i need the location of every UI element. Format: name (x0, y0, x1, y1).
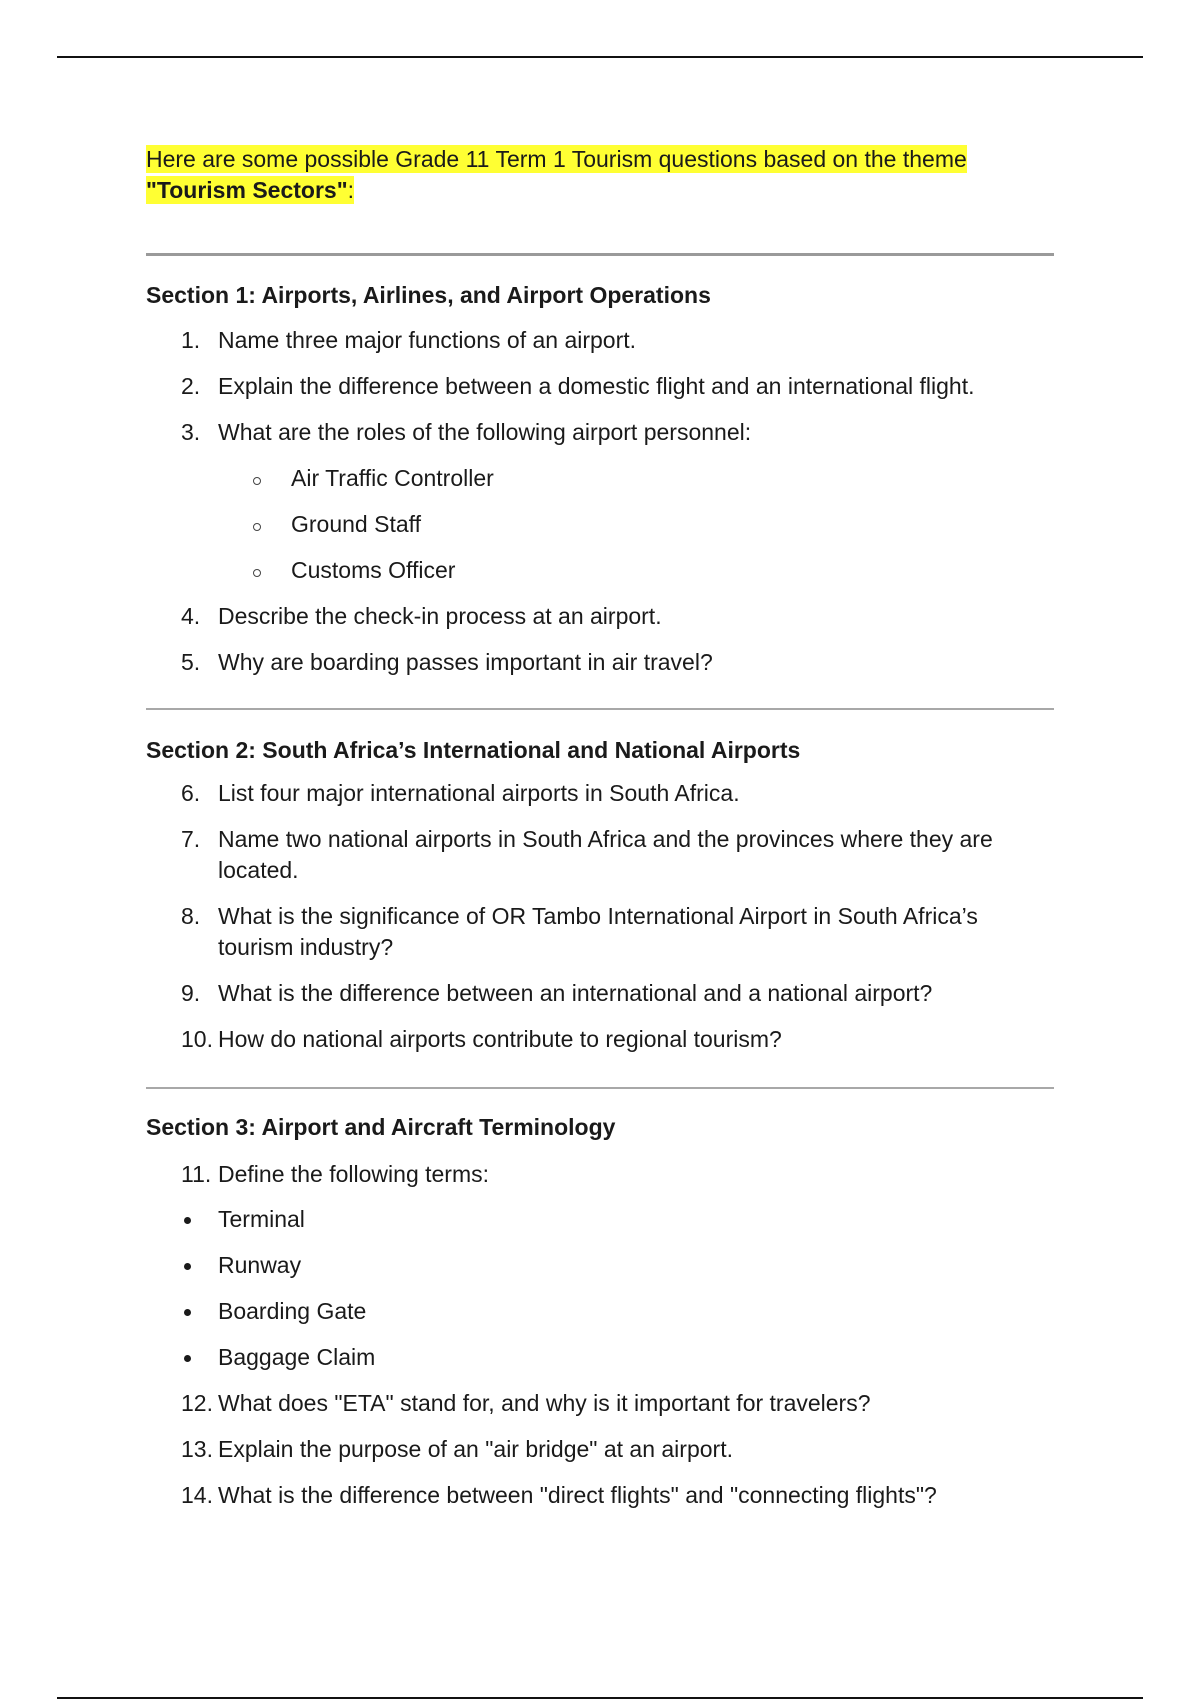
item-text: Name two national airports in South Africa and the provinces where they are located. (218, 826, 993, 883)
bullet-dot-icon (184, 1355, 191, 1362)
item-number: 8. (181, 903, 201, 929)
bullet-text: Terminal (218, 1206, 305, 1232)
section-3-title: Section 3: Airport and Aircraft Terminology (146, 1114, 616, 1140)
item-number: 12. (181, 1390, 213, 1416)
item-text: How do national airports contribute to regional tourism? (218, 1026, 782, 1052)
item-text: What is the difference between "direct flights" and "connecting flights"? (218, 1482, 937, 1508)
list-item (146, 824, 1056, 886)
item-number: 4. (181, 603, 201, 629)
bullet-text: Runway (218, 1252, 302, 1278)
item-number: 1. (181, 327, 201, 353)
item-number: 10. (181, 1026, 213, 1052)
page-bottom-rule (57, 1697, 1143, 1699)
circle-bullet-icon (253, 569, 261, 577)
circle-bullet-icon (253, 477, 261, 485)
list-item (146, 1388, 1056, 1419)
item-text: Describe the check-in process at an airport. (218, 603, 662, 629)
list-item (146, 1024, 1056, 1055)
list-item (146, 1434, 1056, 1465)
item-text: What is the significance of OR Tambo International Airport in South Africa’s tourism industry? (218, 903, 978, 960)
item-text: What does "ETA" stand for, and why is it important for travelers? (218, 1390, 871, 1416)
list-item (146, 1480, 1056, 1511)
item-number: 2. (181, 373, 201, 399)
list-item (146, 901, 1056, 963)
page-top-rule (57, 56, 1143, 58)
item-text: Why are boarding passes important in air travel? (218, 649, 713, 675)
bullet-item (146, 1342, 1056, 1373)
sub-item-text: Customs Officer (291, 557, 456, 583)
list-item (146, 778, 1056, 809)
item-text: What are the roles of the following airport personnel: (218, 419, 752, 445)
intro-theme: "Tourism Sectors" (146, 177, 348, 203)
list-item (146, 417, 1056, 448)
list-item (146, 325, 1056, 356)
item-text: Name three major functions of an airport. (218, 327, 637, 353)
item-number: 7. (181, 826, 201, 852)
intro-line-2 (146, 176, 354, 204)
bullet-item (146, 1296, 1056, 1327)
item-number: 3. (181, 419, 201, 445)
item-text: What is the difference between an international and a national airport? (218, 980, 933, 1006)
document-content (146, 144, 1056, 1511)
item-text: Explain the purpose of an "air bridge" at an airport. (218, 1436, 733, 1462)
item-number: 9. (181, 980, 201, 1006)
bullet-text: Baggage Claim (218, 1344, 376, 1370)
item-number: 6. (181, 780, 201, 806)
intro-colon: : (347, 177, 354, 203)
sub-list-item (146, 555, 1056, 586)
list-item (146, 978, 1056, 1009)
circle-bullet-icon (253, 523, 261, 531)
item-number: 13. (181, 1436, 213, 1462)
item-number: 11. (181, 1161, 212, 1187)
bullet-dot-icon (184, 1217, 191, 1224)
item-text: List four major international airports in South Africa. (218, 780, 740, 806)
bullet-text: Boarding Gate (218, 1298, 367, 1324)
bullet-item (146, 1204, 1056, 1235)
section-2-title: Section 2: South Africa’s International and National Airports (146, 737, 801, 763)
item-number: 14. (181, 1482, 213, 1508)
sub-item-text: Ground Staff (291, 511, 421, 537)
intro-paragraph (146, 144, 1056, 206)
sub-list-item (146, 509, 1056, 540)
sub-item-text: Air Traffic Controller (291, 465, 494, 491)
sub-list-item (146, 463, 1056, 494)
bullet-dot-icon (184, 1309, 191, 1316)
section-1-title: Section 1: Airports, Airlines, and Airport Operations (146, 282, 711, 308)
item-number: 5. (181, 649, 201, 675)
intro-line-1: Here are some possible Grade 11 Term 1 Tourism questions based on the theme (146, 146, 967, 172)
bullet-dot-icon (184, 1263, 191, 1270)
list-item (146, 371, 1056, 402)
bullet-item (146, 1250, 1056, 1281)
item-text: Define the following terms: (218, 1161, 490, 1187)
list-item (146, 1159, 1056, 1190)
list-item (146, 601, 1056, 632)
list-item (146, 647, 1056, 678)
item-text: Explain the difference between a domestic flight and an international flight. (218, 373, 975, 399)
